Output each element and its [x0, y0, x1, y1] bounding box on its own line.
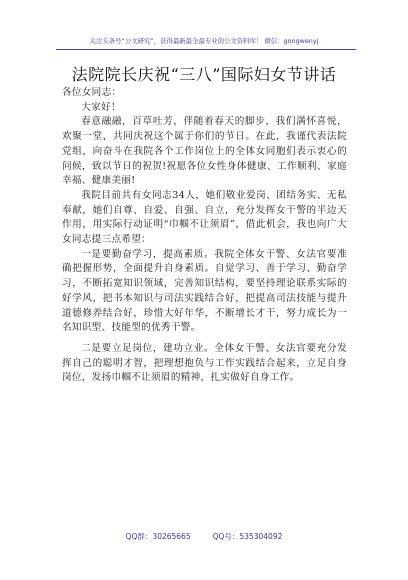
paragraph-intro: 我院目前共有女同志34人，她们敬业爱岗、团结务实、无私奉献，她们自尊、自爱、自强、自立，充分发挥女干警的半边天作用，用实际行动证明“巾帼不让须眉”，借此机会，我也向广大女同志提三点希望： [62, 189, 347, 246]
qq-number-label: QQ号：535304092 [212, 532, 283, 541]
paragraph-hope-two: 二是要立足岗位，建功立业。全体女干警、女法官要充分发挥自己的聪明才智，把理想抱负与工作实践结合起来，立足自身岗位，发扬巾帼不让须眉的精神，扎实做好自身工作。 [62, 342, 347, 384]
paragraph-hope-one: 一是要勤奋学习，提高素质。我院全体女干警、女法官要准确把握形势，全面提升自身素质。自觉学习、善于学习、勤奋学习，不断拓宽知识领域，完善知识结构，要坚持理论联系实际的好学风，把书本知识与司法实践结合好，把提高司法技能与提升道德修养结合好，珍惜大好年华，不断增长才干，努力成长为一名知识型、技能型的优秀干警。 [62, 248, 347, 334]
footer-contact [0, 531, 408, 542]
salutation: 各位女同志： [62, 87, 122, 98]
header-divider [56, 49, 356, 50]
greeting: 大家好！ [81, 101, 121, 113]
paragraph-opening: 春意融融，百草吐芳，伴随着春天的脚步，我们满怀喜悦，欢聚一堂，共同庆祝这个属于你们的节日。在此，我谨代表法院党组，向奋斗在我院各个工作岗位上的全体女同胞们表示衷心的问候，致以节日的祝贺!祝愿各位女性身体健康、工作顺利、家庭幸福、健康美丽! [62, 116, 347, 187]
document-title: 法院院长庆祝“三八”国际妇女节讲话 [71, 65, 337, 84]
qq-group-label: QQ群：30265665 [125, 532, 191, 541]
header-banner: 关注头条号“公文研究”，获得最新最全最专业的公文资料库！ 微信：gongwenyj [89, 37, 319, 45]
document-body [62, 86, 347, 386]
